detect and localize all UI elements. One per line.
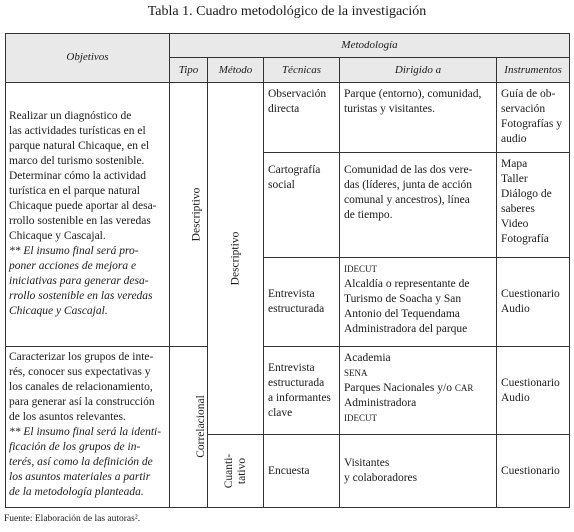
tecnica-observacion: Observación directa xyxy=(264,82,340,152)
header-dirigido: Dirigido a xyxy=(340,58,497,82)
table-caption: Tabla 1. Cuadro metodológico de la investigación xyxy=(147,4,427,19)
dirigido-cartografia: Comunidad de las dos vere- das (líderes, junta de acción comunal y ancestros), línea de tiempo. xyxy=(340,153,497,258)
header-metodo: Método xyxy=(208,58,264,82)
objective-1-note: ** El insumo final será pro- poner acciones de mejora e iniciativas para generar desa- rrollo sostenible en las veredas Chicaque y Cascajal. xyxy=(9,245,153,318)
tecnica-entrevista: Entrevista estructurada xyxy=(264,258,340,347)
dirigido-entrevista-clave: Academia SENA Parques Nacionales y/o CAR Administradora IDECUT xyxy=(340,346,497,434)
header-tipo: Tipo xyxy=(170,58,208,82)
header-instrumentos: Instrumentos xyxy=(497,58,570,82)
metodo-descriptivo: Descriptivo xyxy=(208,82,264,434)
header-tecnicas: Técnicas xyxy=(264,58,340,82)
objective-2-note: ** El insumo final será la identi- ficación de los grupos de in- terés, así como la definición de los asuntos materiales a partir de la metodología planteada. xyxy=(9,425,162,498)
dirigido-encuesta: Visitantes y colaboradores xyxy=(340,435,497,508)
dirigido-observacion: Parque (entorno), comunidad, turistas y visitantes. xyxy=(340,82,497,152)
tipo-descriptivo: Descriptivo xyxy=(170,82,208,346)
objective-2-text: Caracterizar los grupos de inte- rés, conocer sus expectativas y los canales de relacionamiento, para generar así la construcción de los asuntos relevantes. xyxy=(9,350,155,423)
tecnica-cartografia: Cartografía social xyxy=(264,153,340,258)
header-objetivos: Objetivos xyxy=(6,34,170,83)
instrumentos-entrevista: Cuestionario Audio xyxy=(497,258,570,347)
instrumentos-encuesta: Cuestionario xyxy=(497,435,570,508)
instrumentos-entrevista-clave: Cuestionario Audio xyxy=(497,346,570,434)
metodo-cuantitativo: Cuanti-tativo xyxy=(208,435,264,508)
objective-2 xyxy=(6,346,170,507)
objective-1-text-b: Determinar cómo la actividad turística en el parque natural Chicaque puede aportar al desa- rrollo sostenible en las veredas Chicaque y Cascajal. xyxy=(9,170,157,243)
header-metodologia: Metodología xyxy=(170,34,570,58)
source-footnote: Fuente: Elaboración de las autoras². xyxy=(4,514,141,524)
objective-1-text-a: Realizar un diagnóstico de las actividades turísticas en el parque natural Chicaque, en el marco del turismo sostenible. xyxy=(9,110,150,168)
instrumentos-observacion: Guía de ob- servación Fotografías y audio xyxy=(497,82,570,152)
tipo-correlacional: Correlacional xyxy=(170,346,208,507)
tecnica-encuesta: Encuesta xyxy=(264,435,340,508)
instrumentos-cartografia: Mapa Taller Diálogo de saberes Video Fotografía xyxy=(497,153,570,258)
dirigido-entrevista: IDECUT Alcaldía o representante de Turismo de Soacha y San Antonio del Tequendama Administradora del parque xyxy=(340,258,497,347)
tecnica-entrevista-clave: Entrevista estructurada a informantes clave xyxy=(264,346,340,434)
methodology-table xyxy=(5,33,570,508)
objective-1 xyxy=(6,82,170,346)
